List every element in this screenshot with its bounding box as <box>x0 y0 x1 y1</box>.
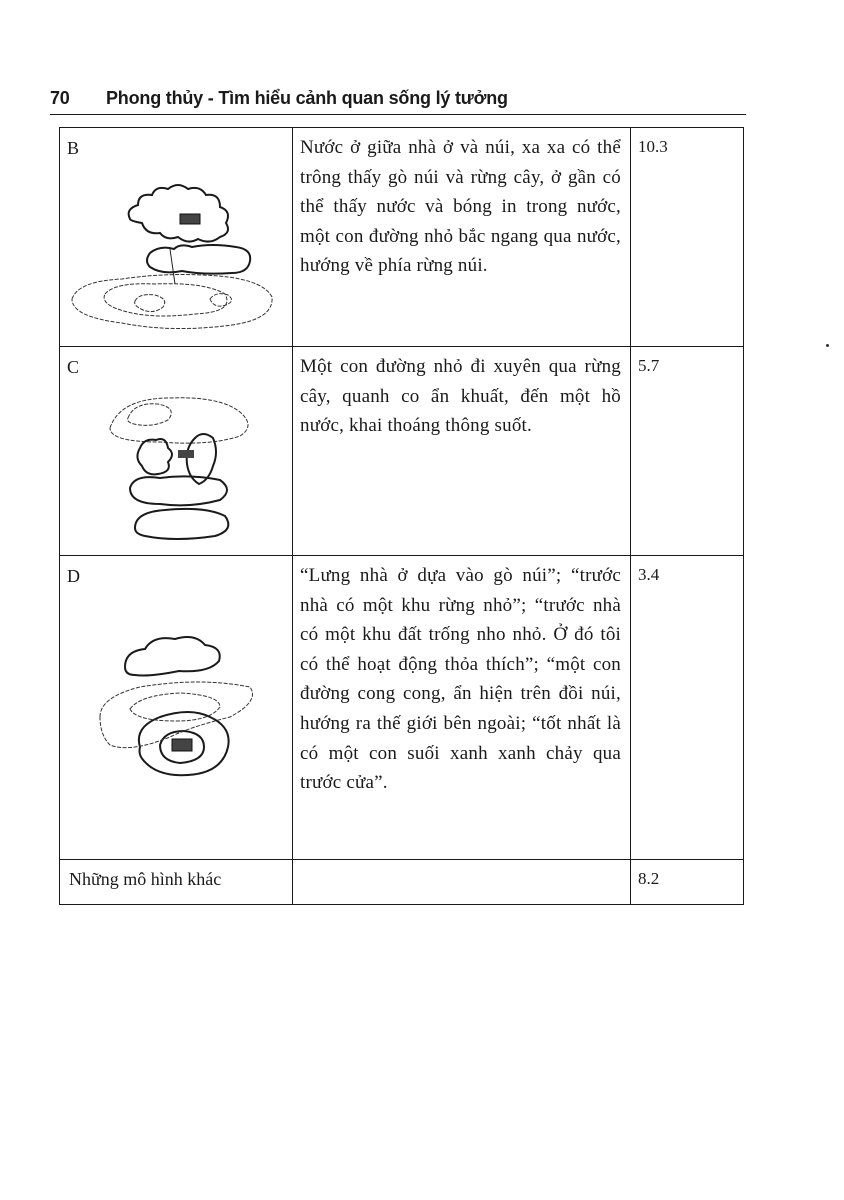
model-label: B <box>67 138 80 158</box>
value-cell <box>631 860 744 905</box>
model-description <box>293 860 630 865</box>
running-head <box>50 88 750 109</box>
book-title: Phong thủy - Tìm hiểu cảnh quan sống lý tưởng <box>106 88 508 108</box>
description-cell <box>293 128 631 347</box>
table-row <box>60 860 744 905</box>
header-rule <box>50 114 746 115</box>
model-cell <box>60 556 293 860</box>
model-percentage: 3.4 <box>638 565 660 584</box>
scan-speck <box>826 344 829 347</box>
model-cell <box>60 128 293 347</box>
table-row <box>60 556 744 860</box>
model-percentage: 5.7 <box>638 356 660 375</box>
model-percentage: 8.2 <box>638 869 660 888</box>
model-label: Những mô hình khác <box>69 869 222 889</box>
model-percentage: 10.3 <box>638 137 668 156</box>
model-description: Một con đường nhỏ đi xuyên qua rừng cây, quanh co ẩn khuất, đến một hồ nước, khai thoáng thông suốt. <box>300 356 621 437</box>
description-cell <box>293 556 631 860</box>
description-cell <box>293 860 631 905</box>
value-cell <box>631 128 744 347</box>
table-row <box>60 347 744 556</box>
model-description: Nước ở giữa nhà ở và núi, xa xa có thể trông thấy gò núi và rừng cây, ở gần có thể thấy nước và bóng in trong nước, một con đường nhỏ bắc ngang qua nước, hướng về phía rừng núi. <box>300 137 621 277</box>
landscape-sketch-b-icon <box>60 159 290 334</box>
model-label: D <box>67 566 80 586</box>
value-cell <box>631 347 744 556</box>
page-number: 70 <box>50 88 70 108</box>
model-cell <box>60 860 293 905</box>
model-description: “Lưng nhà ở dựa vào gò núi”; “trước nhà có một khu rừng nhỏ”; “trước nhà có một khu đất trống nho nhỏ. Ở đó tôi có thể hoạt động thỏa thích”; “một con đường cong cong, ẩn hiện trên đồi núi, hướng ra thế giới bên ngoài; “tốt nhất là có một con suối xanh xanh chảy qua trước cửa”. <box>300 565 621 794</box>
landscape-model-table <box>59 127 744 905</box>
model-label: C <box>67 357 80 377</box>
landscape-sketch-c-icon <box>60 378 290 548</box>
landscape-sketch-d-icon <box>60 587 290 847</box>
value-cell <box>631 556 744 860</box>
description-cell <box>293 347 631 556</box>
model-cell <box>60 347 293 556</box>
table-row <box>60 128 744 347</box>
